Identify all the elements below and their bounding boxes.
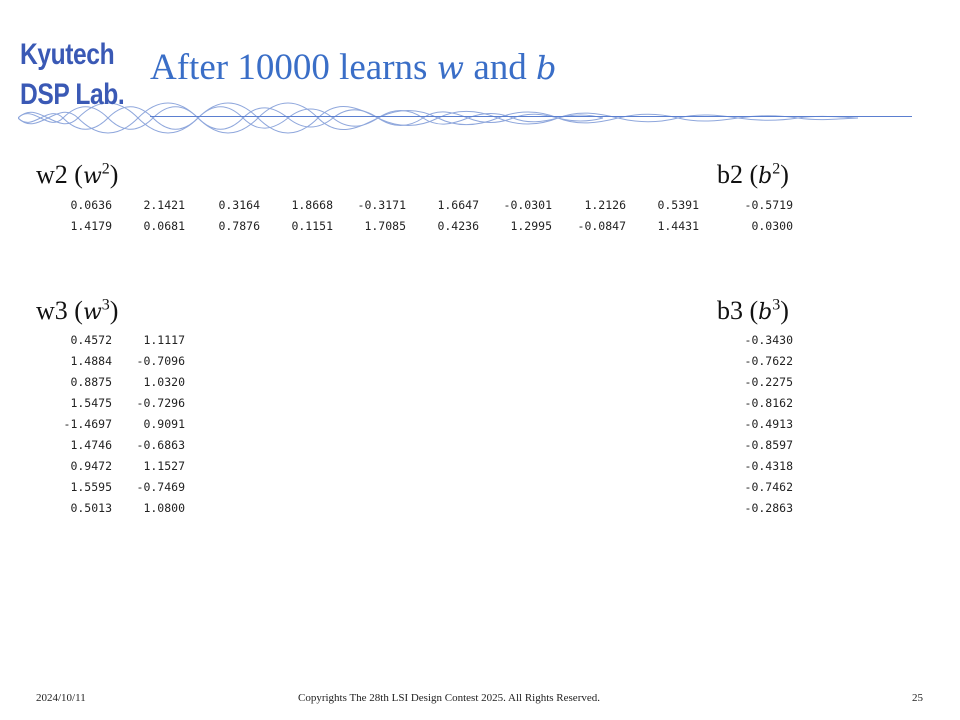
w2-cell: 1.2126 <box>584 198 626 212</box>
w2-cell: 1.4431 <box>657 219 699 233</box>
w2-cell: 0.7876 <box>218 219 260 233</box>
b3-close: ) <box>780 296 789 325</box>
footer-date: 2024/10/11 <box>36 692 86 704</box>
b2-sup: 2 <box>772 160 781 178</box>
w3-cell: 1.5595 <box>70 480 112 494</box>
w2-cell: 0.0681 <box>143 219 185 233</box>
w3-cell: -0.6863 <box>136 438 185 452</box>
w3-cell: 1.1527 <box>143 459 185 473</box>
w2-cell: 1.8668 <box>291 198 333 212</box>
w3-sup: 3 <box>101 296 110 314</box>
title-rule <box>150 116 912 117</box>
b2-label <box>717 160 789 190</box>
w2-cell: -0.0301 <box>503 198 552 212</box>
w3-cell: 0.9091 <box>143 417 185 431</box>
w3-cell: 1.4746 <box>70 438 112 452</box>
w3-label <box>36 296 118 326</box>
w2-cell: 1.4179 <box>70 219 112 233</box>
title-prefix: After 10000 learns <box>150 47 437 88</box>
b3-cell: -0.7622 <box>744 354 793 368</box>
b2-cell: -0.5719 <box>744 198 793 212</box>
w3-cell: 1.1117 <box>143 333 185 347</box>
w3-cell: -1.4697 <box>63 417 112 431</box>
w3-cell: 1.0800 <box>143 501 185 515</box>
b3-cell: -0.8597 <box>744 438 793 452</box>
b3-sup: 3 <box>772 296 781 314</box>
footer-page-number: 25 <box>912 692 923 704</box>
b2-var: b <box>758 164 773 189</box>
w2-cell: 0.1151 <box>291 219 333 233</box>
b3-cell: -0.7462 <box>744 480 793 494</box>
w3-cell: -0.7296 <box>136 396 185 410</box>
w2-sup: 2 <box>101 160 110 178</box>
w3-cell: 1.5475 <box>70 396 112 410</box>
b3-cell: -0.4913 <box>744 417 793 431</box>
logo-line1: Kyutech <box>20 38 115 71</box>
w2-cell: 2.1421 <box>143 198 185 212</box>
w3-cell: 1.4884 <box>70 354 112 368</box>
title-w: w <box>436 49 465 87</box>
b3-var: b <box>758 300 773 325</box>
w2-cell: -0.3171 <box>357 198 406 212</box>
w3-label-text: w3 ( <box>36 296 83 325</box>
w2-close: ) <box>109 160 119 189</box>
b3-cell: -0.3430 <box>744 333 793 347</box>
b3-label-text: b3 ( <box>717 296 759 325</box>
w3-cell: 1.0320 <box>143 375 185 389</box>
title-b: b <box>536 49 557 87</box>
w2-cell: 0.3164 <box>218 198 260 212</box>
w3-cell: -0.7096 <box>136 354 185 368</box>
title-mid: and <box>464 47 536 88</box>
w2-label <box>36 160 118 190</box>
page-title <box>150 46 556 89</box>
w2-var: w <box>82 164 102 189</box>
w3-cell: 0.8875 <box>70 375 112 389</box>
b3-cell: -0.2863 <box>744 501 793 515</box>
w2-cell: 0.4236 <box>437 219 479 233</box>
b3-label <box>717 296 789 326</box>
w2-cell: 0.0636 <box>70 198 112 212</box>
footer-copyright: Copyrights The 28th LSI Design Contest 2025. All Rights Reserved. <box>298 692 600 704</box>
b2-label-text: b2 ( <box>717 160 759 189</box>
b3-cell: -0.2275 <box>744 375 793 389</box>
b3-cell: -0.4318 <box>744 459 793 473</box>
w3-cell: 0.9472 <box>70 459 112 473</box>
w3-cell: -0.7469 <box>136 480 185 494</box>
logo-line2: DSP Lab. <box>20 78 125 111</box>
w2-cell: -0.0847 <box>577 219 626 233</box>
b2-cell: 0.0300 <box>751 219 793 233</box>
logo-wave-decoration <box>18 98 918 138</box>
b2-close: ) <box>780 160 789 189</box>
w3-cell: 0.4572 <box>70 333 112 347</box>
w3-cell: 0.5013 <box>70 501 112 515</box>
w3-close: ) <box>109 296 119 325</box>
w2-cell: 0.5391 <box>657 198 699 212</box>
w2-cell: 1.2995 <box>510 219 552 233</box>
w2-cell: 1.7085 <box>364 219 406 233</box>
w2-cell: 1.6647 <box>437 198 479 212</box>
w2-label-text: w2 ( <box>36 160 83 189</box>
b3-cell: -0.8162 <box>744 396 793 410</box>
w3-var: w <box>82 300 102 325</box>
